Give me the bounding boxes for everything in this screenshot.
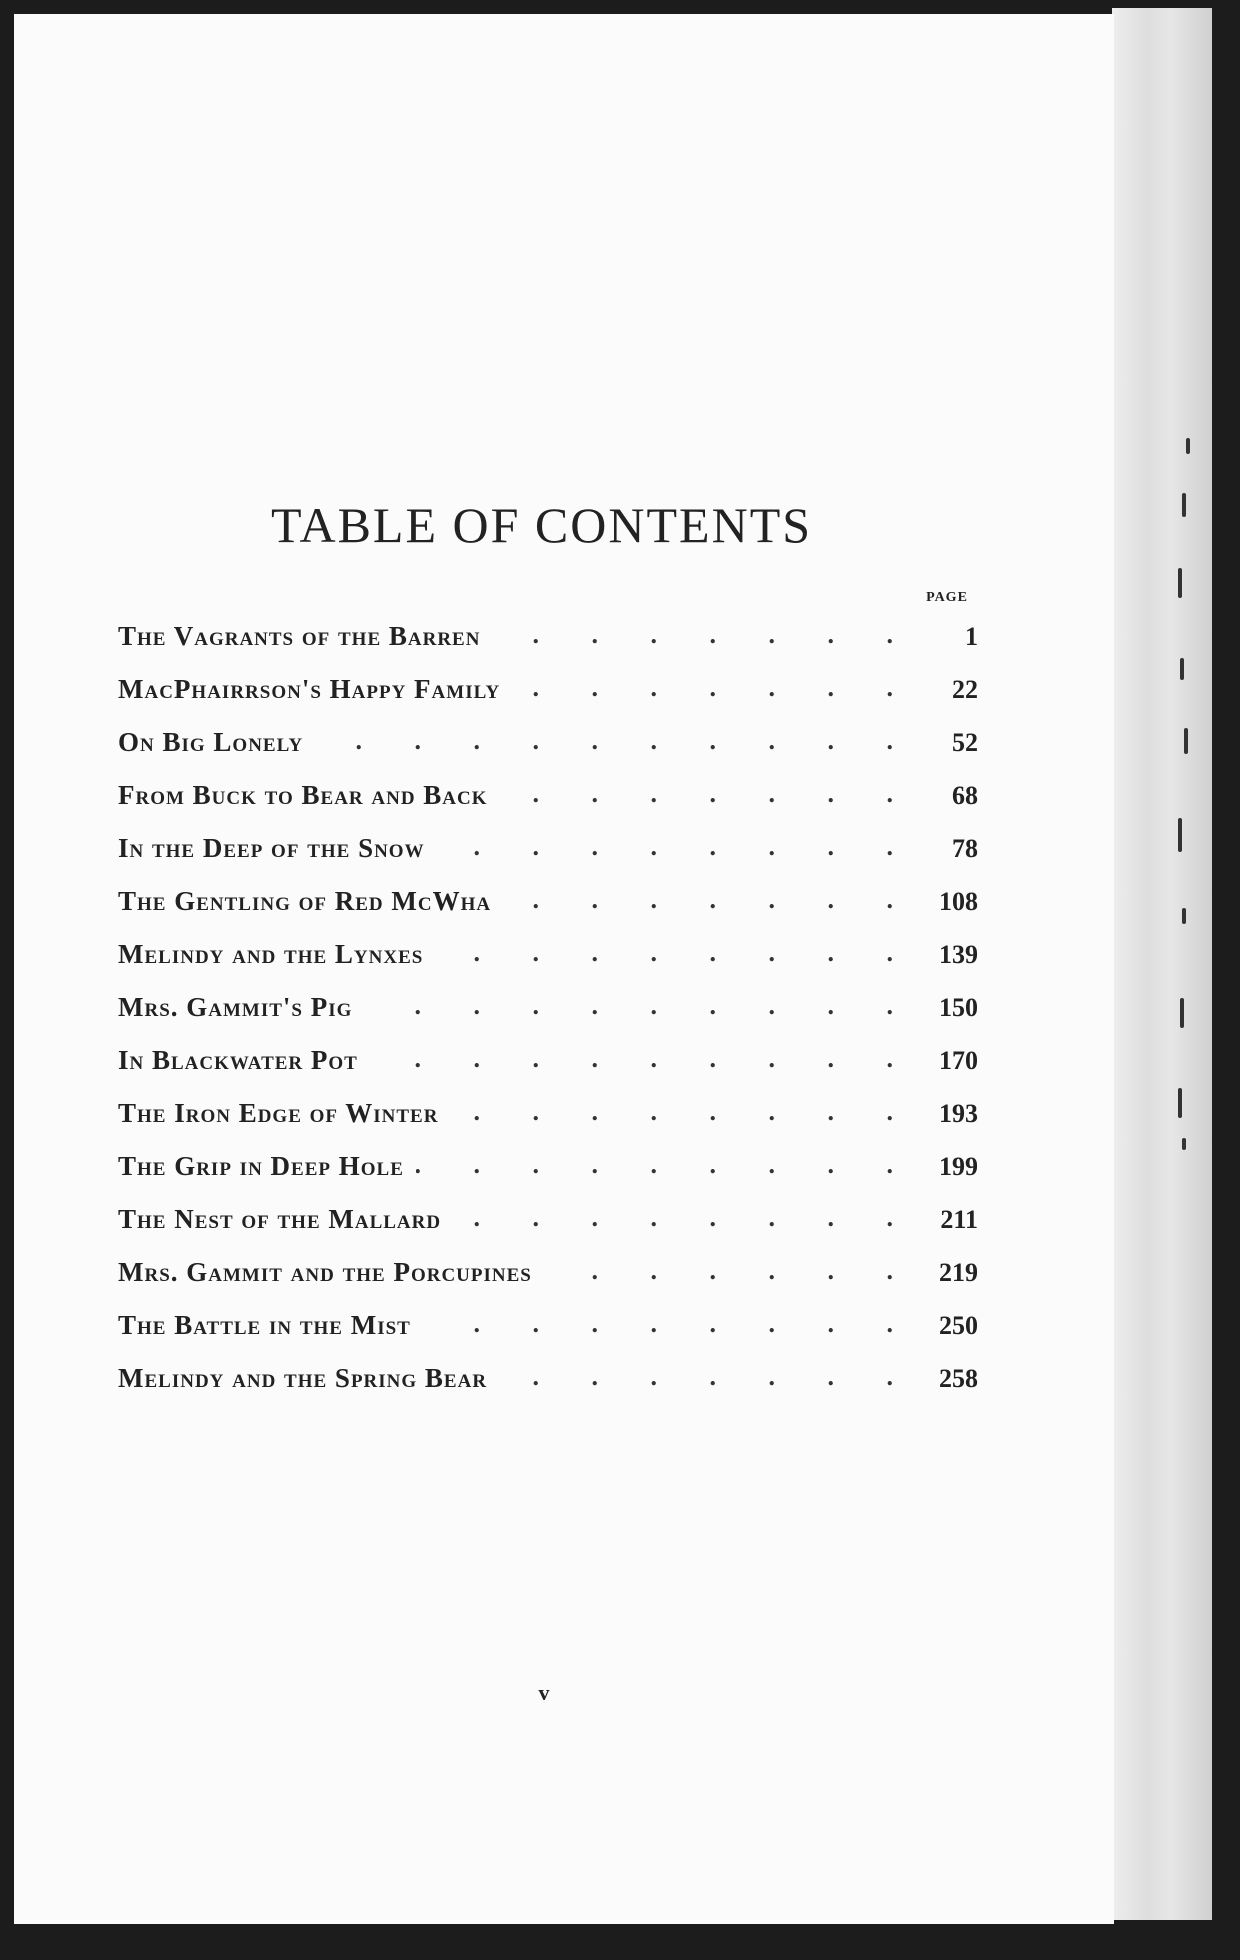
toc-entry: [118, 1352, 978, 1405]
toc-entry: [118, 875, 978, 928]
edge-mark: [1178, 818, 1182, 852]
toc-entry-page: 211: [940, 1204, 978, 1234]
toc-entry-page: 170: [939, 1045, 978, 1075]
page-number: v: [538, 1680, 550, 1705]
toc-entry-title: Mrs. Gammit's Pig: [118, 992, 364, 1023]
page-edges: [1112, 8, 1212, 1920]
toc-entry-title: Mrs. Gammit and the Porcupines: [118, 1257, 544, 1288]
toc-entry-page: 258: [939, 1363, 978, 1393]
toc-entry-title: The Gentling of Red McWha: [118, 886, 503, 917]
toc-entry: [118, 1246, 978, 1299]
dot-leader: [435, 942, 916, 968]
toc-entry-page: 68: [952, 780, 978, 810]
toc-entry: [118, 610, 978, 663]
toc-entry: [118, 928, 978, 981]
dot-leader: [315, 730, 916, 756]
toc-entry: [118, 1299, 978, 1352]
toc-entry: [118, 769, 978, 822]
dot-leader: [423, 1313, 916, 1339]
edge-mark: [1186, 438, 1190, 454]
toc-entry-title: Melindy and the Lynxes: [118, 939, 435, 970]
toc-entry-page: 108: [939, 886, 978, 916]
toc-entry: [118, 663, 978, 716]
toc-entry-page: 52: [952, 727, 978, 757]
toc-entry-page: 22: [952, 674, 978, 704]
edge-mark: [1180, 658, 1184, 680]
edge-mark: [1178, 568, 1182, 598]
contents-list: [118, 610, 978, 1405]
toc-entry-page: 193: [939, 1098, 978, 1128]
toc-entry-page: 199: [939, 1151, 978, 1181]
toc-entry: [118, 1087, 978, 1140]
toc-entry-page: 1: [965, 621, 978, 651]
dot-leader: [500, 783, 916, 809]
edge-mark: [1182, 1138, 1186, 1150]
toc-entry-title: MacPhairrson's Happy Family: [118, 674, 512, 705]
dot-leader: [453, 1207, 916, 1233]
dot-leader: [492, 624, 916, 650]
toc-entry-title: In the Deep of the Snow: [118, 833, 437, 864]
edge-mark: [1180, 998, 1184, 1028]
toc-entry: [118, 1140, 978, 1193]
dot-leader: [450, 1101, 916, 1127]
toc-entry-title: On Big Lonely: [118, 727, 315, 758]
toc-entry: [118, 981, 978, 1034]
dot-leader: [499, 1366, 916, 1392]
dot-leader: [512, 677, 916, 703]
toc-entry-title: The Iron Edge of Winter: [118, 1098, 450, 1129]
toc-entry-title: Melindy and the Spring Bear: [118, 1363, 499, 1394]
toc-entry: [118, 822, 978, 875]
toc-entry-title: In Blackwater Pot: [118, 1045, 370, 1076]
toc-entry-page: 250: [939, 1310, 978, 1340]
toc-entry-page: 219: [939, 1257, 978, 1287]
dot-leader: [503, 889, 916, 915]
toc-entry-title: From Buck to Bear and Back: [118, 780, 500, 811]
page: [14, 14, 1114, 1924]
dot-leader: [364, 995, 916, 1021]
toc-entry: [118, 716, 978, 769]
dot-leader: [437, 836, 916, 862]
toc-entry-title: The Grip in Deep Hole: [118, 1151, 416, 1182]
toc-entry-page: 78: [952, 833, 978, 863]
edge-mark: [1182, 908, 1186, 924]
toc-entry: [118, 1193, 978, 1246]
page-column-label: PAGE: [926, 590, 968, 605]
edge-mark: [1178, 1088, 1182, 1118]
toc-entry-page: 150: [939, 992, 978, 1022]
edge-mark: [1184, 728, 1188, 754]
page-title: TABLE OF CONTENTS: [270, 497, 813, 553]
toc-entry-title: The Nest of the Mallard: [118, 1204, 453, 1235]
dot-leader: [370, 1048, 916, 1074]
dot-leader: [416, 1154, 916, 1180]
edge-mark: [1182, 493, 1186, 517]
dot-leader: [544, 1260, 916, 1286]
toc-entry-title: The Battle in the Mist: [118, 1310, 423, 1341]
toc-entry-title: The Vagrants of the Barren: [118, 621, 492, 652]
toc-entry: [118, 1034, 978, 1087]
toc-entry-page: 139: [939, 939, 978, 969]
